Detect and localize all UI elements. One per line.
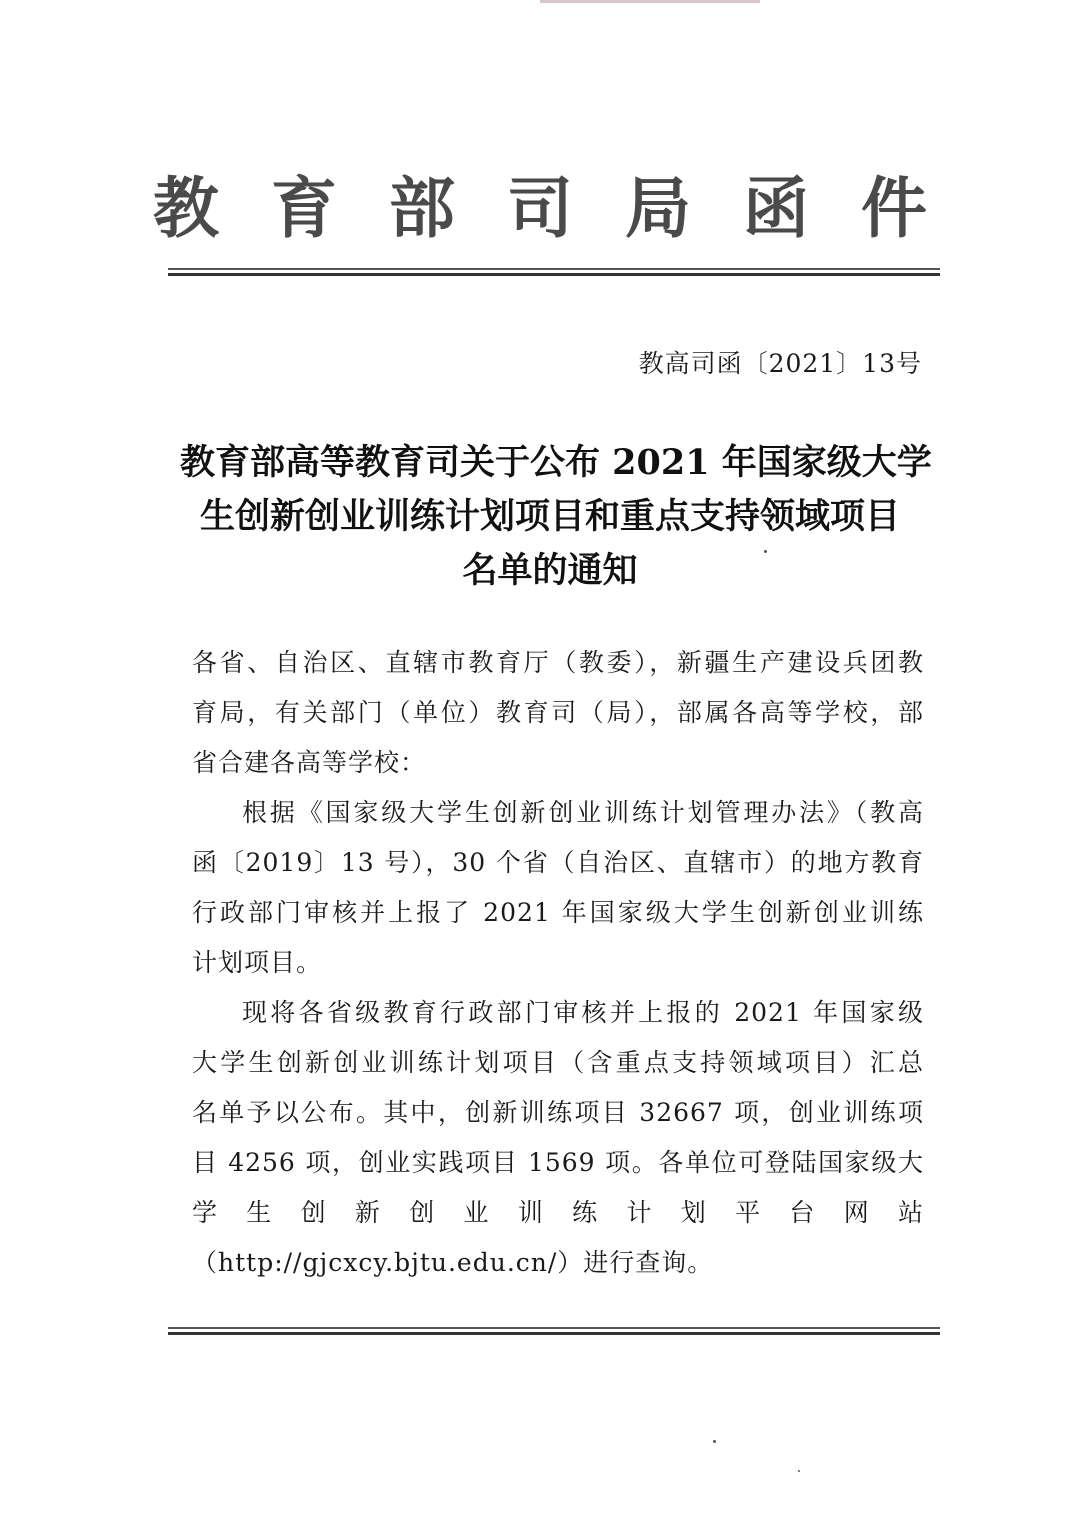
- body-line: 各省、自治区、直辖市教育厅（教委），新疆生产建设兵团教: [192, 648, 924, 677]
- body-line: （http://gjcxcy.bjtu.edu.cn/）进行查询。: [192, 1248, 714, 1277]
- body-line: 计划项目。: [192, 948, 323, 977]
- body-line: 学 生 创 新 创 业 训 练 计 划 平 台 网 站: [192, 1198, 924, 1227]
- title-line: 名单的通知: [462, 550, 638, 591]
- document-body: [192, 638, 924, 1288]
- scan-speck: [713, 1440, 716, 1443]
- document-title: [180, 436, 932, 598]
- body-line: 根据《国家级大学生创新创业训练计划管理办法》（教高: [242, 798, 924, 827]
- body-line: 现将各省级教育行政部门审核并上报的 2021 年国家级: [242, 998, 924, 1027]
- scan-speck: [764, 550, 767, 553]
- title-line: 生创新创业训练计划项目和重点支持领域项目: [199, 496, 900, 537]
- body-line: 育局，有关部门（单位）教育司（局），部属各高等学校，部: [192, 698, 924, 727]
- letterhead-title: 教育部司局函件: [153, 169, 979, 247]
- body-line: 函〔2019〕13 号），30 个省（自治区、直辖市）的地方教育: [192, 848, 924, 877]
- title-line: 教育部高等教育司关于公布 2021 年国家级大学: [180, 442, 932, 483]
- body-line: 目 4256 项，创业实践项目 1569 项。各单位可登陆国家级大: [192, 1148, 924, 1177]
- body-line: 大学生创新创业训练计划项目（含重点支持领域项目）汇总: [192, 1048, 924, 1077]
- scan-edge-mark: [540, 0, 760, 3]
- body-line: 行政部门审核并上报了 2021 年国家级大学生创新创业训练: [192, 898, 924, 927]
- body-line: 省合建各高等学校：: [192, 748, 427, 777]
- body-line: 名单予以公布。其中，创新训练项目 32667 项，创业训练项: [192, 1098, 924, 1127]
- document-number: 教高司函〔2021〕13号: [638, 349, 922, 378]
- scan-speck: [798, 1470, 800, 1472]
